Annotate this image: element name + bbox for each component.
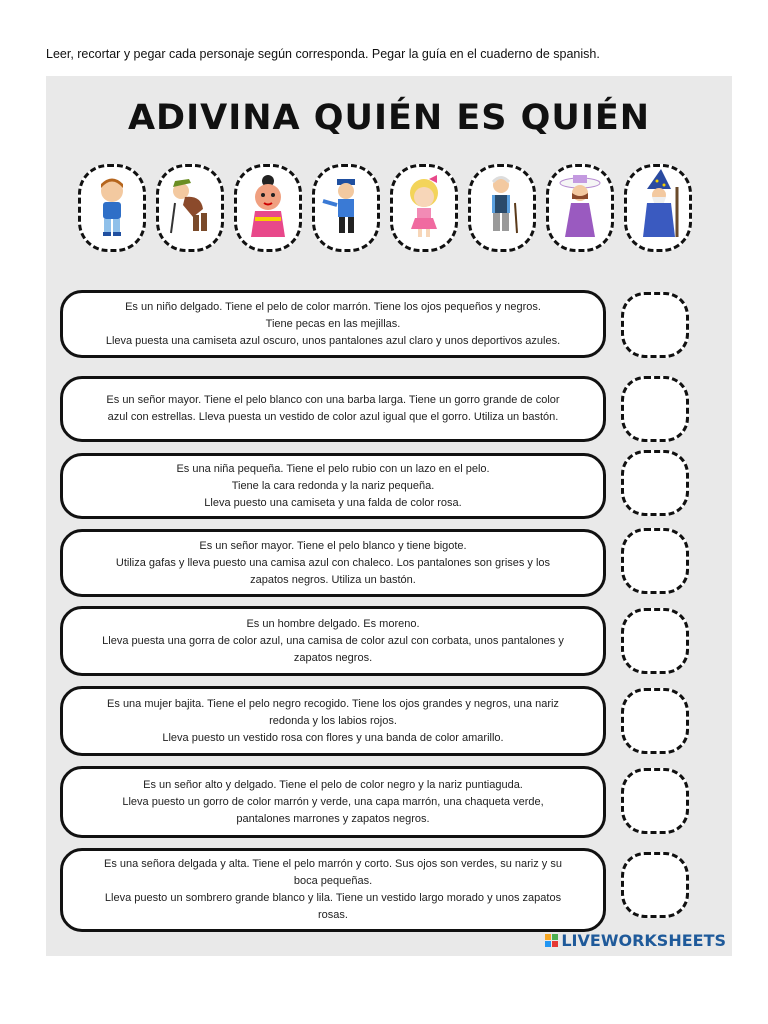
old-man-bent-icon [159,167,221,249]
answer-slot-3[interactable] [621,450,689,516]
answer-slot-7[interactable] [621,768,689,834]
worksheet-title: ADIVINA QUIÉN ES QUIÉN [127,98,651,138]
description-box-3 [60,453,606,519]
description-line: Tiene pecas en las mejillas. [265,317,401,330]
answer-slot-5[interactable] [621,608,689,674]
description-line: redonda y los labios rojos. [269,714,397,727]
instruction-text: Leer, recortar y pegar cada personaje según corresponda. Pegar la guía en el cuaderno de spanish. [46,47,600,61]
logo-text: LIVEWORKSHEETS [561,931,726,950]
description-box-1 [60,290,606,358]
description-line: Es un señor alto y delgado. Tiene el pelo de color negro y la nariz puntiaguda. [143,778,523,791]
logo-mark-icon [545,934,558,947]
description-line: zapatos negros. Utiliza un bastón. [250,573,416,586]
lady-hat-icon [549,167,611,249]
policeman-icon [315,167,377,249]
description-line: Lleva puesto un vestido rosa con flores y una banda de color amarillo. [162,731,504,744]
character-card-boy[interactable] [78,164,146,252]
wizard-icon [627,167,689,249]
description-line: Lleva puesta una gorra de color azul, una camisa de color azul con corbata, unos pantalones y [102,634,564,647]
woman-icon [237,167,299,249]
grandfather-icon [471,167,533,249]
character-card-woman[interactable] [234,164,302,252]
description-box-5 [60,606,606,676]
description-line: Es un hombre delgado. Es moreno. [246,617,420,630]
description-box-2 [60,376,606,442]
answer-slot-2[interactable] [621,376,689,442]
character-card-old-man[interactable] [156,164,224,252]
character-card-grandfather[interactable] [468,164,536,252]
boy-icon [81,167,143,249]
answer-slot-4[interactable] [621,528,689,594]
description-line: Utiliza gafas y lleva puesto una camisa azul con chaleco. Los pantalones son grises y los [115,556,551,569]
description-line: Es un niño delgado. Tiene el pelo de color marrón. Tiene los ojos pequeños y negros. [125,300,541,313]
worksheet [46,76,732,956]
description-line: zapatos negros. [293,651,373,664]
character-card-girl[interactable] [390,164,458,252]
description-line: Es una señora delgada y alta. Tiene el pelo marrón y corto. Sus ojos son verdes, su nariz y su [104,858,562,870]
description-line: Lleva puesta una camiseta azul oscuro, unos pantalones azul claro y unos deportivos azules. [105,334,561,347]
description-line: Es un señor mayor. Tiene el pelo blanco con una barba larga. Tiene un gorro grande de color [106,394,560,406]
description-line: Es una niña pequeña. Tiene el pelo rubio con un lazo en el pelo. [176,462,490,475]
description-line: rosas. [318,909,348,921]
description-line: pantalones marrones y zapatos negros. [236,812,430,825]
description-line: Lleva puesto un gorro de color marrón y verde, una capa marrón, una chaqueta verde, [122,795,544,808]
description-box-4 [60,529,606,597]
answer-slot-8[interactable] [621,852,689,918]
description-line: Tiene la cara redonda y la nariz pequeña. [231,479,435,492]
description-box-7 [60,766,606,838]
character-card-lady[interactable] [546,164,614,252]
character-card-wizard[interactable] [624,164,692,252]
description-box-6 [60,686,606,756]
answer-slot-1[interactable] [621,292,689,358]
liveworksheets-logo [545,931,726,950]
character-card-policeman[interactable] [312,164,380,252]
description-line: Lleva puesto una camiseta y una falda de color rosa. [204,496,462,509]
description-line: azul con estrellas. Lleva puesta un vestido de color azul igual que el gorro. Utiliza un bastón. [107,411,559,423]
girl-icon [393,167,455,249]
description-line: boca pequeñas. [293,875,373,887]
description-line: Es una mujer bajita. Tiene el pelo negro recogido. Tiene los ojos grandes y negros, una nariz [107,697,559,710]
answer-slot-6[interactable] [621,688,689,754]
description-box-8 [60,848,606,932]
description-line: Lleva puesto un sombrero grande blanco y lila. Tiene un vestido largo morado y unos zapatos [104,892,562,904]
description-line: Es un señor mayor. Tiene el pelo blanco y tiene bigote. [199,539,467,552]
